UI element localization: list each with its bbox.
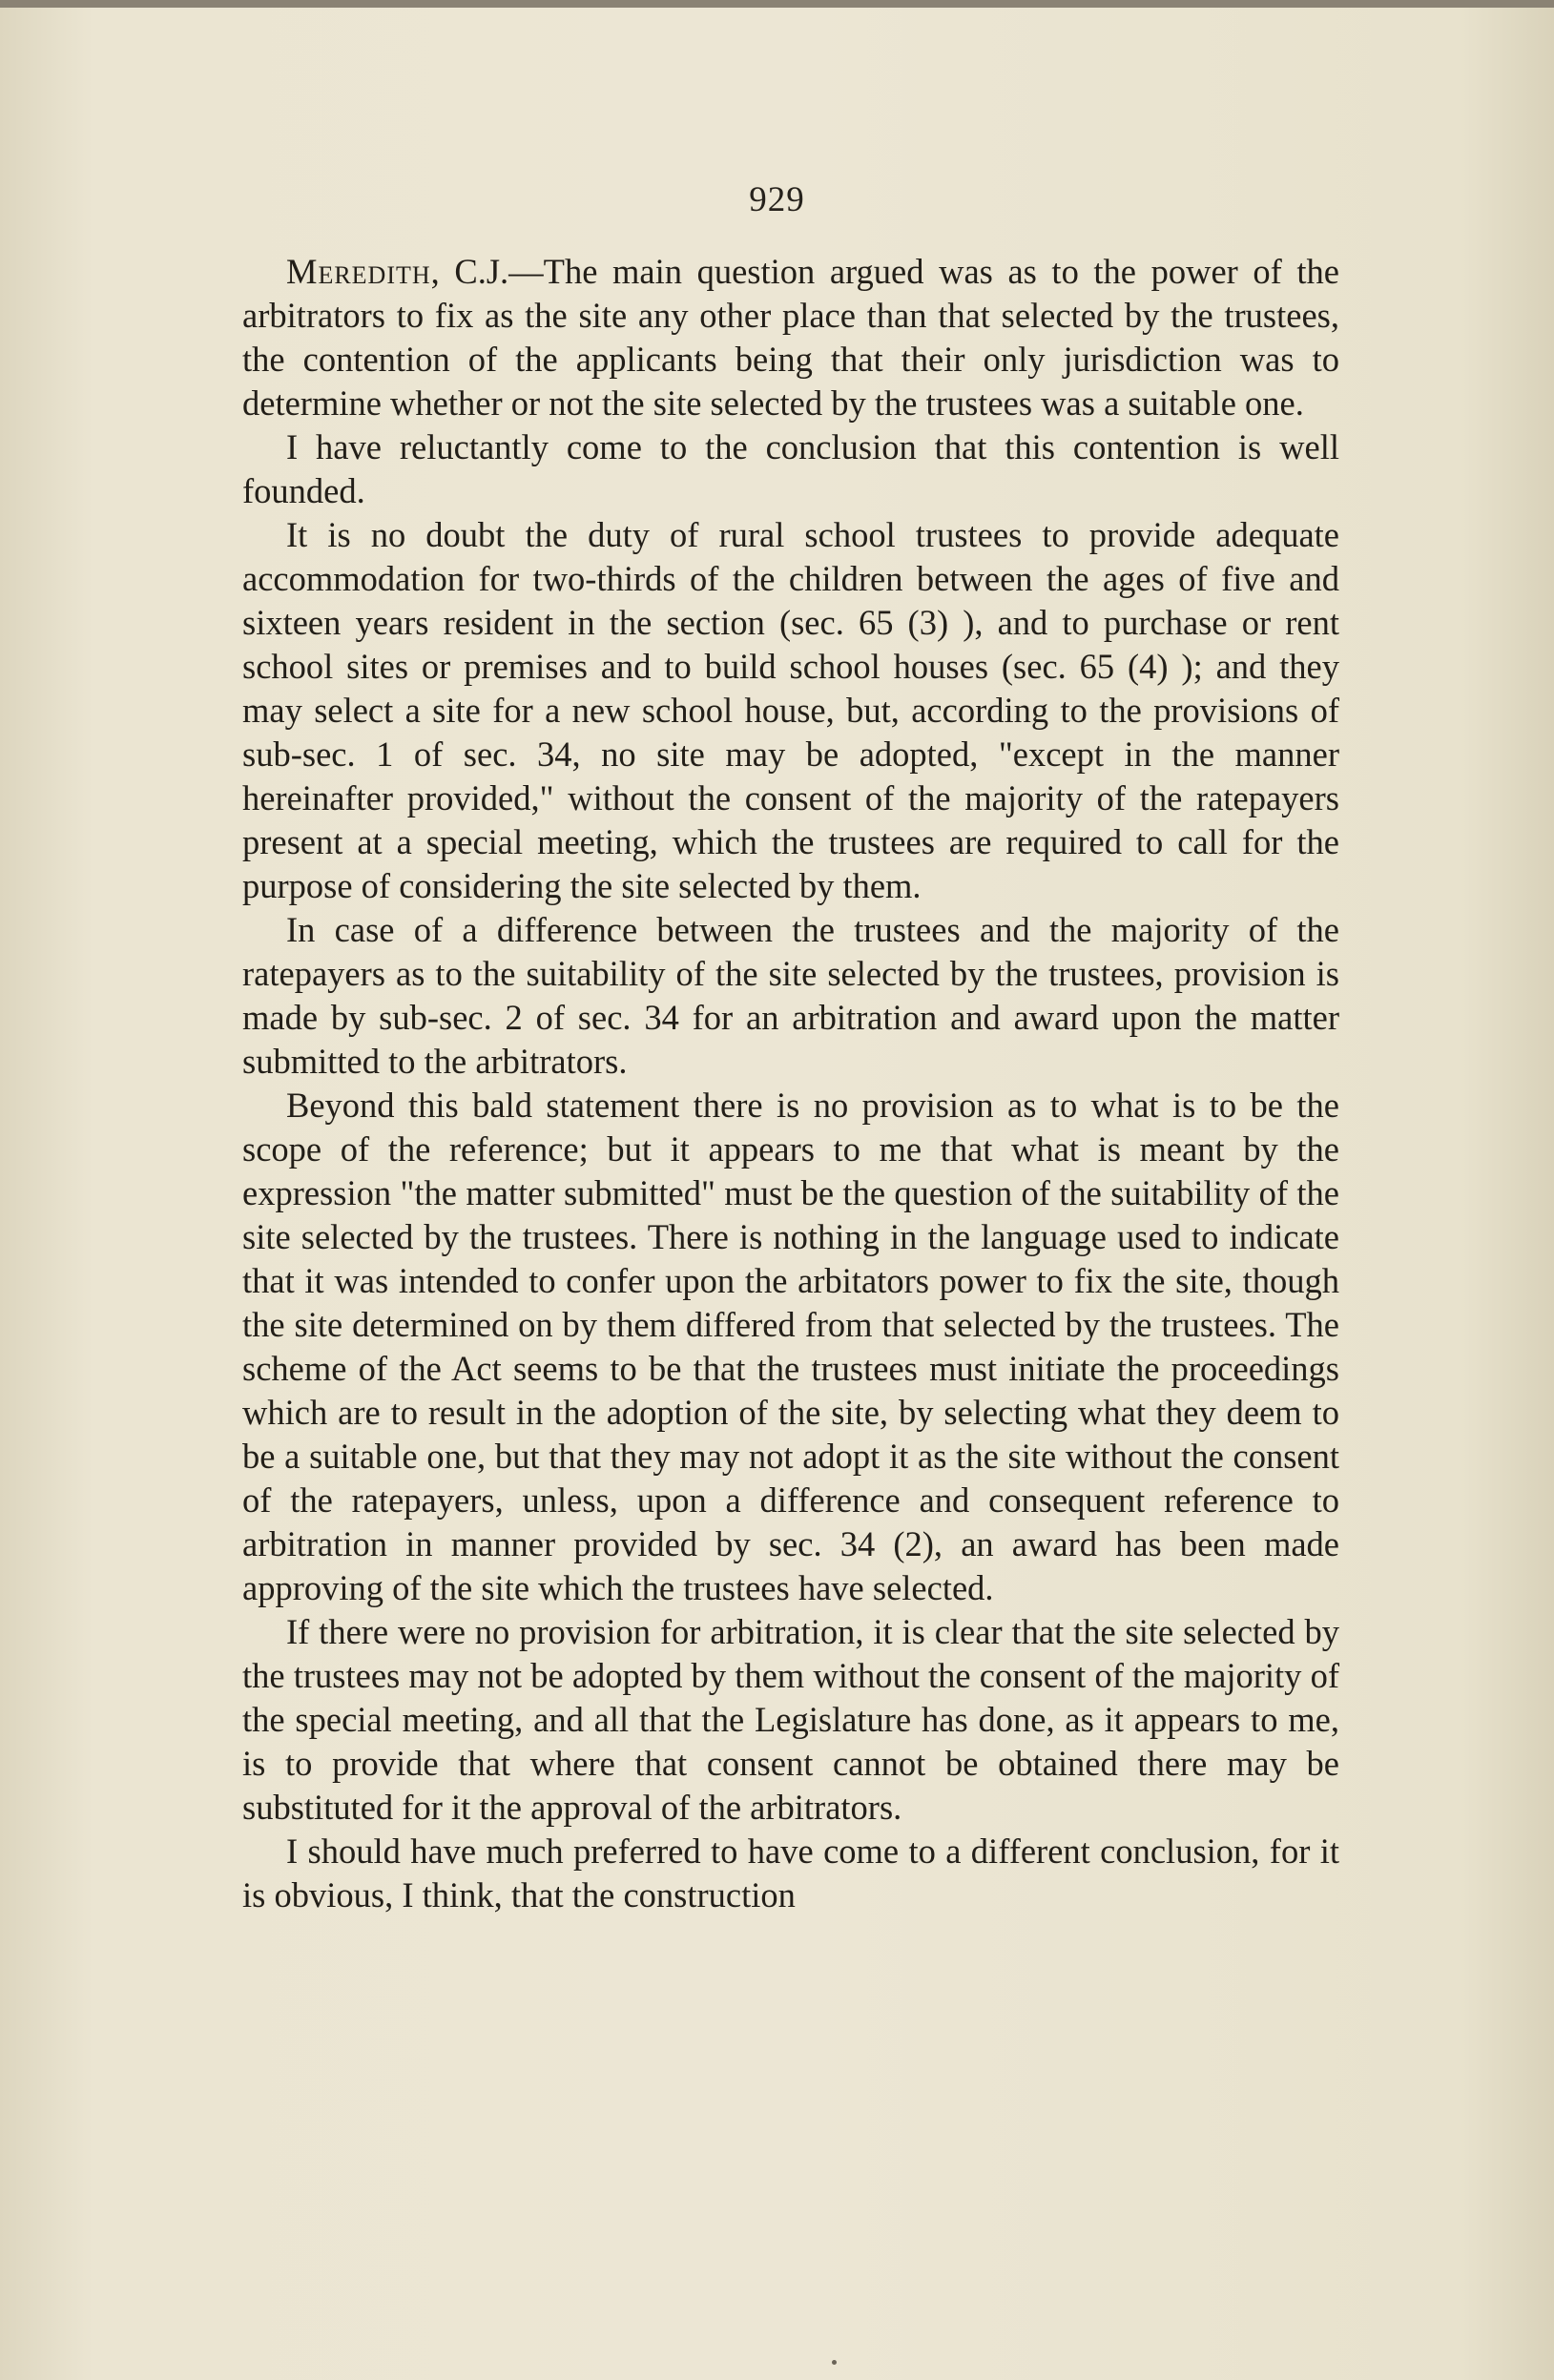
page-top-edge [0, 0, 1554, 8]
paragraph-6: If there were no provision for arbitration, it is clear that the site selected by the trustees may not be adopted by them without the consent of the majority of the special meeting, and all that the Legislature has done, as it appears to me, is to provide that where that consent cannot be obtained there may be substituted for it the approval of the arbitrators. [242, 1612, 1339, 1827]
judge-name: Meredith [286, 252, 431, 291]
paragraph-4: In case of a difference between the trustees and the majority of the ratepayers as to the suitability of the site selected by the trustees, provision is made by sub-sec. 2 of sec. 34 for an arbitration and award upon the matter submitted to the arbitrators. [242, 910, 1339, 1081]
paragraph-1-text: , C.J.—The main question argued was as to the power of the arbitrators to fix as the site any other place than that selected by the trustees, the contention of the applicants being that their only jurisdiction was to determine whether or not the site selected by the trustees was a suitable one. [242, 252, 1339, 423]
paragraph-2: I have reluctantly come to the conclusion that this contention is well founded. [242, 427, 1339, 510]
page-number: 929 [749, 180, 805, 219]
body-text [242, 250, 1339, 1917]
paragraph-3: It is no doubt the duty of rural school trustees to provide adequate accommodation for two-thirds of the children between the ages of five and sixteen years resident in the section (sec. 65 (3) ), and to purchase or rent school sites or premises and to build school houses (sec. 65 (4) ); and they may select a site for a new school house, but, according to the provisions of sub-sec. 1 of sec. 34, no site may be adopted, "except in the manner hereinafter provided," without the consent of the majority of the ratepayers present at a special meeting, which the trustees are required to call for the purpose of considering the site selected by them. [242, 515, 1339, 905]
paragraph-5: Beyond this bald statement there is no provision as to what is to be the scope of the reference; but it appears to me that what is meant by the expression "the matter submitted" must be the question of the suitability of the site selected by the trustees. There is nothing in the language used to indicate that it was intended to confer upon the arbitators power to fix the site, though the site determined on by them differed from that selected by the trustees. The scheme of the Act seems to be that the trustees must initiate the proceedings which are to result in the adoption of the site, by selecting what they deem to be a suitable one, but that they may not adopt it as the site without the consent of the ratepayers, unless, upon a difference and consequent reference to arbitration in manner provided by sec. 34 (2), an award has been made approving of the site which the trustees have selected. [242, 1086, 1339, 1607]
page-speck [832, 2360, 837, 2365]
paragraph-7: I should have much preferred to have come to a different conclusion, for it is obvious, I think, that the construction [242, 1832, 1339, 1914]
paragraph-1 [242, 250, 1339, 425]
